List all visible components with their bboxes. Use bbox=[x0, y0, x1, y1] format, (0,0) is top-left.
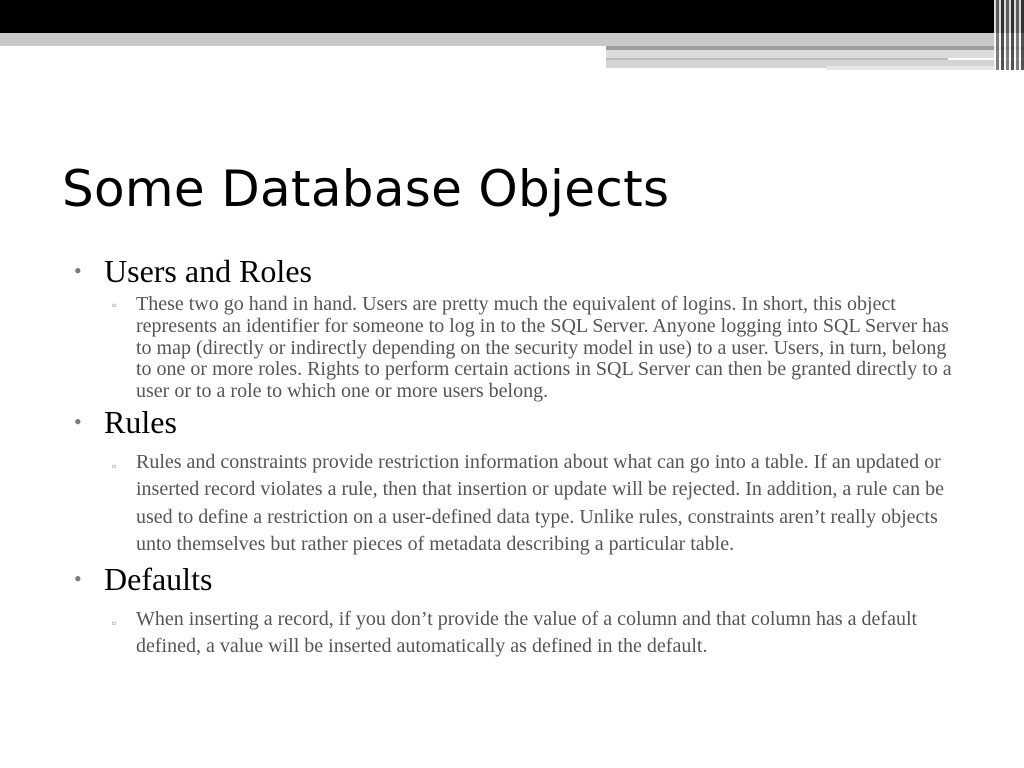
bullet-dot-icon: • bbox=[74, 258, 82, 283]
header-bar-divider bbox=[0, 46, 606, 50]
sub-bullet-users-and-roles bbox=[74, 294, 964, 403]
header-bar-gray bbox=[0, 33, 1024, 46]
sub-bullet-rules bbox=[74, 449, 964, 558]
header-bar-black bbox=[0, 0, 1024, 33]
sub-bullet-square-icon: ▫ bbox=[112, 298, 117, 312]
bullet-heading: Defaults bbox=[104, 561, 213, 598]
sub-bullet-defaults bbox=[74, 606, 964, 661]
slide-content bbox=[74, 252, 964, 663]
sub-bullet-text: Rules and constraints provide restriction information about what can go into a table. If an updated or inserted record violates a rule, then that insertion or update will be rejected. In addition, a rule can be used to define a restriction on a user-defined data type. Unlike rules, constraints aren’t really objects unto themselves but rather pieces of metadata describing a particular table. bbox=[136, 450, 945, 555]
sub-bullet-square-icon: ▫ bbox=[112, 616, 117, 631]
sub-bullet-text: These two go hand in hand. Users are pretty much the equivalent of logins. In short, this object represents an identifier for someone to log in to the SQL Server. Anyone logging into SQL Server has to map (directly or indirectly depending on the security model in use) to a user. Users, in turn, belong to one or more roles. Rights to perform certain actions in SQL Server can then be granted directly to a user or to a role to which one or more users belong. bbox=[136, 293, 952, 403]
sub-bullet-square-icon: ▫ bbox=[112, 458, 117, 473]
bullet-dot-icon: • bbox=[74, 566, 82, 592]
sub-bullet-text: When inserting a record, if you don’t provide the value of a column and that column has a default defined, a value will be inserted automatically as defined in the default. bbox=[136, 608, 918, 658]
bullet-users-and-roles bbox=[74, 252, 964, 290]
bullet-defaults bbox=[74, 560, 964, 598]
bullet-rules bbox=[74, 403, 964, 441]
slide-title: Some Database Objects bbox=[62, 160, 670, 218]
header-bar-accent-light bbox=[606, 50, 1024, 58]
bullet-dot-icon: • bbox=[74, 408, 82, 434]
header-stripes-decoration bbox=[994, 0, 1024, 70]
bullet-heading: Users and Roles bbox=[104, 253, 312, 289]
bullet-heading: Rules bbox=[104, 403, 177, 440]
